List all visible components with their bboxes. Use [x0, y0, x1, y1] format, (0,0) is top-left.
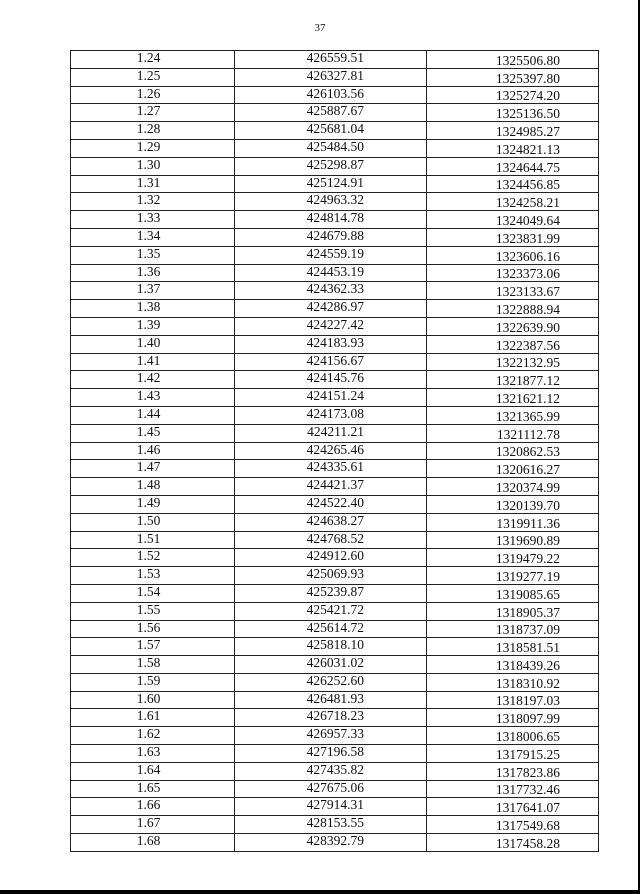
table-row — [71, 157, 599, 175]
table-row — [71, 228, 599, 246]
table-row — [71, 353, 599, 371]
table-cell-parameter: 1.53 — [71, 567, 235, 585]
table-cell-parameter: 1.57 — [71, 638, 235, 656]
table-cell-y-coordinate: 1322132.95 — [427, 353, 599, 371]
table-cell-x-coordinate: 426481.93 — [235, 691, 427, 709]
table-cell-x-coordinate: 424421.37 — [235, 478, 427, 496]
table-cell-x-coordinate: 424211.21 — [235, 424, 427, 442]
table-cell-x-coordinate: 427435.82 — [235, 762, 427, 780]
table-cell-parameter: 1.64 — [71, 762, 235, 780]
table-row — [71, 406, 599, 424]
table-row — [71, 780, 599, 798]
table-cell-parameter: 1.42 — [71, 371, 235, 389]
table-cell-y-coordinate: 1323133.67 — [427, 282, 599, 300]
table-cell-parameter: 1.34 — [71, 228, 235, 246]
coordinate-table-container — [70, 50, 598, 852]
table-cell-parameter: 1.49 — [71, 495, 235, 513]
table-cell-x-coordinate: 424335.61 — [235, 460, 427, 478]
table-cell-parameter: 1.30 — [71, 157, 235, 175]
table-row — [71, 745, 599, 763]
table-cell-y-coordinate: 1324821.13 — [427, 139, 599, 157]
table-cell-parameter: 1.41 — [71, 353, 235, 371]
table-cell-y-coordinate: 1319085.65 — [427, 584, 599, 602]
table-cell-x-coordinate: 424156.67 — [235, 353, 427, 371]
table-cell-y-coordinate: 1318737.09 — [427, 620, 599, 638]
table-row — [71, 727, 599, 745]
table-cell-y-coordinate: 1323606.16 — [427, 246, 599, 264]
table-row — [71, 816, 599, 834]
table-row — [71, 798, 599, 816]
table-cell-y-coordinate: 1321365.99 — [427, 406, 599, 424]
table-row — [71, 389, 599, 407]
table-row — [71, 478, 599, 496]
table-cell-y-coordinate: 1318439.26 — [427, 656, 599, 674]
table-cell-parameter: 1.47 — [71, 460, 235, 478]
table-cell-y-coordinate: 1320616.27 — [427, 460, 599, 478]
table-cell-parameter: 1.55 — [71, 602, 235, 620]
table-cell-parameter: 1.56 — [71, 620, 235, 638]
table-row — [71, 282, 599, 300]
table-row — [71, 620, 599, 638]
table-cell-x-coordinate: 424963.32 — [235, 193, 427, 211]
table-row — [71, 549, 599, 567]
table-cell-y-coordinate: 1322639.90 — [427, 317, 599, 335]
table-cell-x-coordinate: 427914.31 — [235, 798, 427, 816]
table-cell-parameter: 1.43 — [71, 389, 235, 407]
table-row — [71, 317, 599, 335]
table-row — [71, 104, 599, 122]
table-cell-x-coordinate: 424814.78 — [235, 211, 427, 229]
table-cell-x-coordinate: 425298.87 — [235, 157, 427, 175]
table-cell-y-coordinate: 1318006.65 — [427, 727, 599, 745]
table-cell-x-coordinate: 424286.97 — [235, 300, 427, 318]
table-cell-x-coordinate: 424183.93 — [235, 335, 427, 353]
table-cell-y-coordinate: 1321877.12 — [427, 371, 599, 389]
table-row — [71, 300, 599, 318]
table-cell-x-coordinate: 424145.76 — [235, 371, 427, 389]
table-cell-y-coordinate: 1320862.53 — [427, 442, 599, 460]
table-cell-y-coordinate: 1319911.36 — [427, 513, 599, 531]
table-cell-x-coordinate: 424768.52 — [235, 531, 427, 549]
table-cell-x-coordinate: 427675.06 — [235, 780, 427, 798]
table-row — [71, 460, 599, 478]
table-cell-parameter: 1.40 — [71, 335, 235, 353]
table-cell-x-coordinate: 428392.79 — [235, 834, 427, 852]
table-cell-parameter: 1.27 — [71, 104, 235, 122]
table-cell-x-coordinate: 425069.93 — [235, 567, 427, 585]
table-cell-x-coordinate: 424522.40 — [235, 495, 427, 513]
table-cell-x-coordinate: 424265.46 — [235, 442, 427, 460]
table-cell-y-coordinate: 1317915.25 — [427, 745, 599, 763]
table-row — [71, 424, 599, 442]
table-cell-parameter: 1.31 — [71, 175, 235, 193]
table-cell-x-coordinate: 425484.50 — [235, 139, 427, 157]
table-cell-y-coordinate: 1323831.99 — [427, 228, 599, 246]
table-cell-parameter: 1.65 — [71, 780, 235, 798]
table-cell-x-coordinate: 426718.23 — [235, 709, 427, 727]
table-cell-parameter: 1.51 — [71, 531, 235, 549]
table-row — [71, 139, 599, 157]
table-cell-parameter: 1.66 — [71, 798, 235, 816]
table-row — [71, 264, 599, 282]
table-cell-y-coordinate: 1325136.50 — [427, 104, 599, 122]
table-cell-x-coordinate: 427196.58 — [235, 745, 427, 763]
table-row — [71, 122, 599, 140]
table-cell-parameter: 1.59 — [71, 673, 235, 691]
table-cell-x-coordinate: 426103.56 — [235, 86, 427, 104]
table-cell-y-coordinate: 1320139.70 — [427, 495, 599, 513]
table-cell-x-coordinate: 424638.27 — [235, 513, 427, 531]
table-body — [71, 51, 599, 852]
table-cell-x-coordinate: 424173.08 — [235, 406, 427, 424]
table-cell-y-coordinate: 1317458.28 — [427, 834, 599, 852]
table-cell-x-coordinate: 425818.10 — [235, 638, 427, 656]
table-cell-y-coordinate: 1318905.37 — [427, 602, 599, 620]
table-cell-y-coordinate: 1323373.06 — [427, 264, 599, 282]
table-cell-y-coordinate: 1317641.07 — [427, 798, 599, 816]
table-row — [71, 211, 599, 229]
table-cell-y-coordinate: 1317732.46 — [427, 780, 599, 798]
table-row — [71, 513, 599, 531]
table-cell-y-coordinate: 1324258.21 — [427, 193, 599, 211]
table-cell-x-coordinate: 424227.42 — [235, 317, 427, 335]
table-cell-parameter: 1.25 — [71, 68, 235, 86]
table-cell-parameter: 1.44 — [71, 406, 235, 424]
table-cell-parameter: 1.50 — [71, 513, 235, 531]
table-cell-parameter: 1.52 — [71, 549, 235, 567]
table-row — [71, 762, 599, 780]
page-number: 37 — [314, 22, 326, 34]
table-cell-x-coordinate: 424559.19 — [235, 246, 427, 264]
table-cell-y-coordinate: 1319690.89 — [427, 531, 599, 549]
table-row — [71, 335, 599, 353]
table-cell-x-coordinate: 426031.02 — [235, 656, 427, 674]
table-cell-x-coordinate: 426559.51 — [235, 51, 427, 69]
table-cell-y-coordinate: 1318310.92 — [427, 673, 599, 691]
table-cell-parameter: 1.33 — [71, 211, 235, 229]
table-cell-y-coordinate: 1319277.19 — [427, 567, 599, 585]
table-cell-x-coordinate: 425887.67 — [235, 104, 427, 122]
table-cell-parameter: 1.29 — [71, 139, 235, 157]
table-cell-y-coordinate: 1324049.64 — [427, 211, 599, 229]
table-row — [71, 567, 599, 585]
table-cell-x-coordinate: 425681.04 — [235, 122, 427, 140]
table-row — [71, 656, 599, 674]
table-row — [71, 673, 599, 691]
table-cell-y-coordinate: 1321112.78 — [427, 424, 599, 442]
table-row — [71, 638, 599, 656]
table-row — [71, 68, 599, 86]
table-cell-x-coordinate: 425239.87 — [235, 584, 427, 602]
table-cell-parameter: 1.39 — [71, 317, 235, 335]
table-cell-parameter: 1.24 — [71, 51, 235, 69]
table-cell-x-coordinate: 424453.19 — [235, 264, 427, 282]
table-row — [71, 51, 599, 69]
table-cell-x-coordinate: 426252.60 — [235, 673, 427, 691]
table-cell-parameter: 1.48 — [71, 478, 235, 496]
table-cell-y-coordinate: 1318197.03 — [427, 691, 599, 709]
table-row — [71, 495, 599, 513]
table-cell-y-coordinate: 1324985.27 — [427, 122, 599, 140]
table-cell-parameter: 1.60 — [71, 691, 235, 709]
table-cell-parameter: 1.35 — [71, 246, 235, 264]
table-cell-x-coordinate: 426327.81 — [235, 68, 427, 86]
table-cell-y-coordinate: 1325274.20 — [427, 86, 599, 104]
table-cell-y-coordinate: 1319479.22 — [427, 549, 599, 567]
table-cell-parameter: 1.61 — [71, 709, 235, 727]
table-cell-parameter: 1.45 — [71, 424, 235, 442]
table-cell-y-coordinate: 1318581.51 — [427, 638, 599, 656]
table-cell-parameter: 1.67 — [71, 816, 235, 834]
table-cell-parameter: 1.36 — [71, 264, 235, 282]
table-cell-y-coordinate: 1324644.75 — [427, 157, 599, 175]
table-cell-x-coordinate: 424679.88 — [235, 228, 427, 246]
table-row — [71, 86, 599, 104]
table-cell-y-coordinate: 1325397.80 — [427, 68, 599, 86]
table-cell-parameter: 1.68 — [71, 834, 235, 852]
table-row — [71, 175, 599, 193]
table-row — [71, 531, 599, 549]
coordinate-table — [70, 50, 599, 852]
table-row — [71, 709, 599, 727]
table-cell-x-coordinate: 425614.72 — [235, 620, 427, 638]
table-cell-y-coordinate: 1317549.68 — [427, 816, 599, 834]
table-cell-parameter: 1.62 — [71, 727, 235, 745]
table-cell-y-coordinate: 1325506.80 — [427, 51, 599, 69]
table-cell-parameter: 1.28 — [71, 122, 235, 140]
table-cell-y-coordinate: 1322387.56 — [427, 335, 599, 353]
table-cell-x-coordinate: 428153.55 — [235, 816, 427, 834]
table-cell-parameter: 1.38 — [71, 300, 235, 318]
table-cell-parameter: 1.37 — [71, 282, 235, 300]
table-cell-parameter: 1.32 — [71, 193, 235, 211]
table-row — [71, 834, 599, 852]
table-cell-x-coordinate: 424362.33 — [235, 282, 427, 300]
table-cell-parameter: 1.46 — [71, 442, 235, 460]
table-cell-parameter: 1.26 — [71, 86, 235, 104]
table-cell-parameter: 1.58 — [71, 656, 235, 674]
table-cell-x-coordinate: 424151.24 — [235, 389, 427, 407]
table-cell-x-coordinate: 426957.33 — [235, 727, 427, 745]
table-cell-y-coordinate: 1320374.99 — [427, 478, 599, 496]
table-row — [71, 584, 599, 602]
table-cell-x-coordinate: 424912.60 — [235, 549, 427, 567]
table-row — [71, 691, 599, 709]
table-row — [71, 442, 599, 460]
table-row — [71, 602, 599, 620]
table-cell-x-coordinate: 425421.72 — [235, 602, 427, 620]
scan-edge-bottom — [0, 890, 640, 894]
table-cell-y-coordinate: 1317823.86 — [427, 762, 599, 780]
table-cell-parameter: 1.63 — [71, 745, 235, 763]
table-cell-y-coordinate: 1322888.94 — [427, 300, 599, 318]
table-cell-y-coordinate: 1321621.12 — [427, 389, 599, 407]
table-cell-parameter: 1.54 — [71, 584, 235, 602]
table-cell-x-coordinate: 425124.91 — [235, 175, 427, 193]
table-row — [71, 371, 599, 389]
table-cell-y-coordinate: 1318097.99 — [427, 709, 599, 727]
table-cell-y-coordinate: 1324456.85 — [427, 175, 599, 193]
table-row — [71, 193, 599, 211]
table-row — [71, 246, 599, 264]
